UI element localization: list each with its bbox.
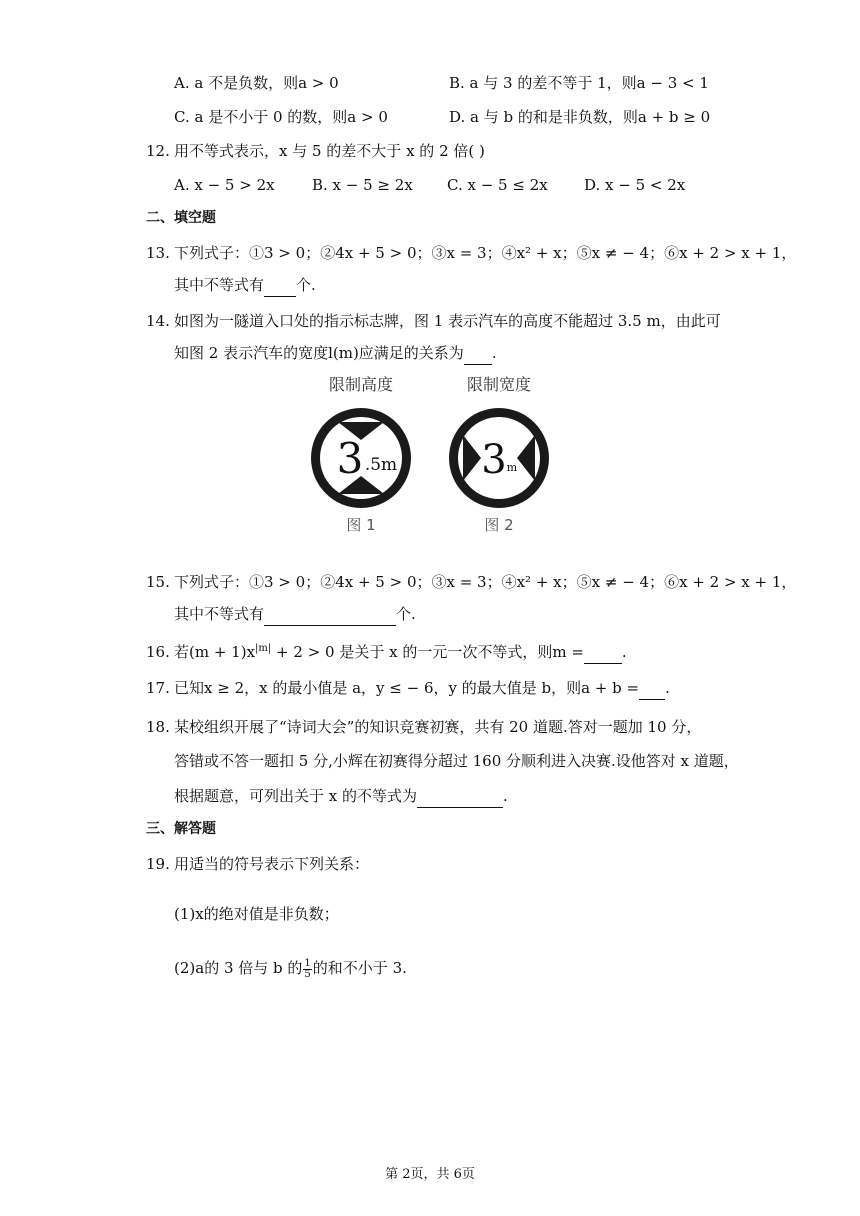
sign1-title: 限制高度 bbox=[328, 375, 394, 394]
question-text: 某校组织开展了“诗词大会”的知识竞赛初赛，共有 20 道题.答对一题加 10 分， bbox=[174, 718, 702, 736]
question-text: 下列式子：①3 > 0；②4x + 5 > 0；③x = 3；④x² + x；⑤x ≠ − 4；⑥x + 2 > x + 1， bbox=[174, 244, 797, 262]
section-heading-fill-in: 二、填空题 bbox=[146, 210, 216, 226]
sign1-unit: .5m bbox=[364, 455, 398, 475]
q11-option-a: A. a 不是负数，则a > 0 bbox=[174, 74, 339, 92]
question-text: (2)a的 3 倍与 b 的 bbox=[174, 959, 303, 977]
question-number: 18. bbox=[146, 718, 170, 736]
fraction bbox=[303, 959, 311, 980]
q15-line1 bbox=[146, 571, 796, 593]
sign1-caption: 图 1 bbox=[346, 516, 376, 534]
question-text: 用不等式表示，x 与 5 的差不大于 x 的 2 倍( ) bbox=[174, 142, 485, 160]
question-text: 已知x ≥ 2，x 的最小值是 a，y ≤ − 6，y 的最大值是 b，则a + b = bbox=[174, 679, 640, 697]
answer-blank[interactable] bbox=[264, 603, 396, 626]
question-text: . bbox=[503, 787, 508, 805]
sign2-unit: m bbox=[506, 461, 518, 474]
sign2-title: 限制宽度 bbox=[466, 375, 532, 394]
question-number: 12. bbox=[146, 142, 170, 160]
q14-line1 bbox=[146, 310, 721, 332]
answer-blank[interactable] bbox=[639, 677, 665, 700]
question-text: 知图 2 表示汽车的宽度l(m)应满足的关系为 bbox=[174, 344, 464, 362]
question-text: 用适当的符号表示下列关系： bbox=[174, 855, 370, 873]
question-text: 其中不等式有 bbox=[174, 276, 265, 294]
question-number: 16. bbox=[146, 643, 170, 661]
q13-line2 bbox=[174, 274, 316, 297]
page-footer: 第 2页，共 6页 bbox=[385, 1167, 475, 1182]
sign2-caption: 图 2 bbox=[484, 516, 514, 534]
exponent: |m| bbox=[255, 643, 272, 654]
q18-line2: 答错或不答一题扣 5 分,小辉在初赛得分超过 160 分顺利进入决赛.设他答对 x 道题， bbox=[174, 752, 739, 770]
q13-line1 bbox=[146, 242, 796, 264]
q11-option-d: D. a 与 b 的和是非负数，则a + b ≥ 0 bbox=[449, 108, 711, 126]
answer-blank[interactable] bbox=[464, 342, 492, 365]
fraction-denominator: 5 bbox=[304, 968, 311, 980]
answer-blank[interactable] bbox=[264, 274, 296, 297]
sign2-number: 3 bbox=[481, 437, 507, 483]
fraction-numerator: 1 bbox=[304, 957, 311, 969]
question-number: 17. bbox=[146, 679, 170, 697]
height-limit-sign bbox=[311, 408, 411, 508]
width-limit-sign bbox=[449, 408, 549, 508]
question-text: 的和不小于 3. bbox=[312, 959, 407, 977]
q16-line bbox=[146, 638, 627, 664]
q12-option-c: C. x − 5 ≤ 2x bbox=[447, 176, 548, 194]
q12-option-a: A. x − 5 > 2x bbox=[174, 176, 275, 194]
traffic-signs-svg bbox=[296, 370, 556, 535]
q11-option-b: B. a 与 3 的差不等于 1，则a − 3 < 1 bbox=[449, 74, 709, 92]
q19-part1: (1)x的绝对值是非负数； bbox=[174, 905, 339, 923]
traffic-sign-figure bbox=[296, 370, 556, 535]
question-text: + 2 > 0 是关于 x 的一元一次不等式，则m = bbox=[271, 643, 584, 661]
question-text: . bbox=[665, 679, 670, 697]
question-text: 如图为一隧道入口处的指示标志牌，图 1 表示汽车的高度不能超过 3.5 m，由此可 bbox=[174, 312, 721, 330]
question-number: 15. bbox=[146, 573, 170, 591]
q12-stem bbox=[146, 140, 485, 162]
q19-part2 bbox=[174, 957, 407, 980]
question-text: 根据题意，可列出关于 x 的不等式为 bbox=[174, 787, 417, 805]
question-text: 下列式子：①3 > 0；②4x + 5 > 0；③x = 3；④x² + x；⑤x ≠ − 4；⑥x + 2 > x + 1， bbox=[174, 573, 797, 591]
question-number: 14. bbox=[146, 312, 170, 330]
question-text: . bbox=[491, 344, 497, 362]
question-text: 个. bbox=[296, 276, 316, 294]
sign1-number: 3 bbox=[336, 434, 364, 483]
q11-option-c: C. a 是不小于 0 的数，则a > 0 bbox=[174, 108, 388, 126]
q12-option-b: B. x − 5 ≥ 2x bbox=[312, 176, 413, 194]
question-number: 13. bbox=[146, 244, 170, 262]
q15-line2 bbox=[174, 603, 416, 626]
question-text: 若(m + 1)x bbox=[174, 643, 256, 661]
q17-line bbox=[146, 677, 670, 700]
answer-blank[interactable] bbox=[417, 785, 503, 808]
q12-option-d: D. x − 5 < 2x bbox=[584, 176, 686, 194]
answer-blank[interactable] bbox=[584, 641, 622, 664]
q14-line2 bbox=[174, 342, 497, 365]
question-text: 个. bbox=[396, 605, 416, 623]
question-number: 19. bbox=[146, 855, 170, 873]
q18-line3 bbox=[174, 785, 508, 808]
q18-line1 bbox=[146, 716, 701, 738]
section-heading-solve: 三、解答题 bbox=[146, 821, 216, 837]
question-text: 其中不等式有 bbox=[174, 605, 265, 623]
question-text: . bbox=[621, 643, 627, 661]
q19-stem bbox=[146, 853, 369, 875]
